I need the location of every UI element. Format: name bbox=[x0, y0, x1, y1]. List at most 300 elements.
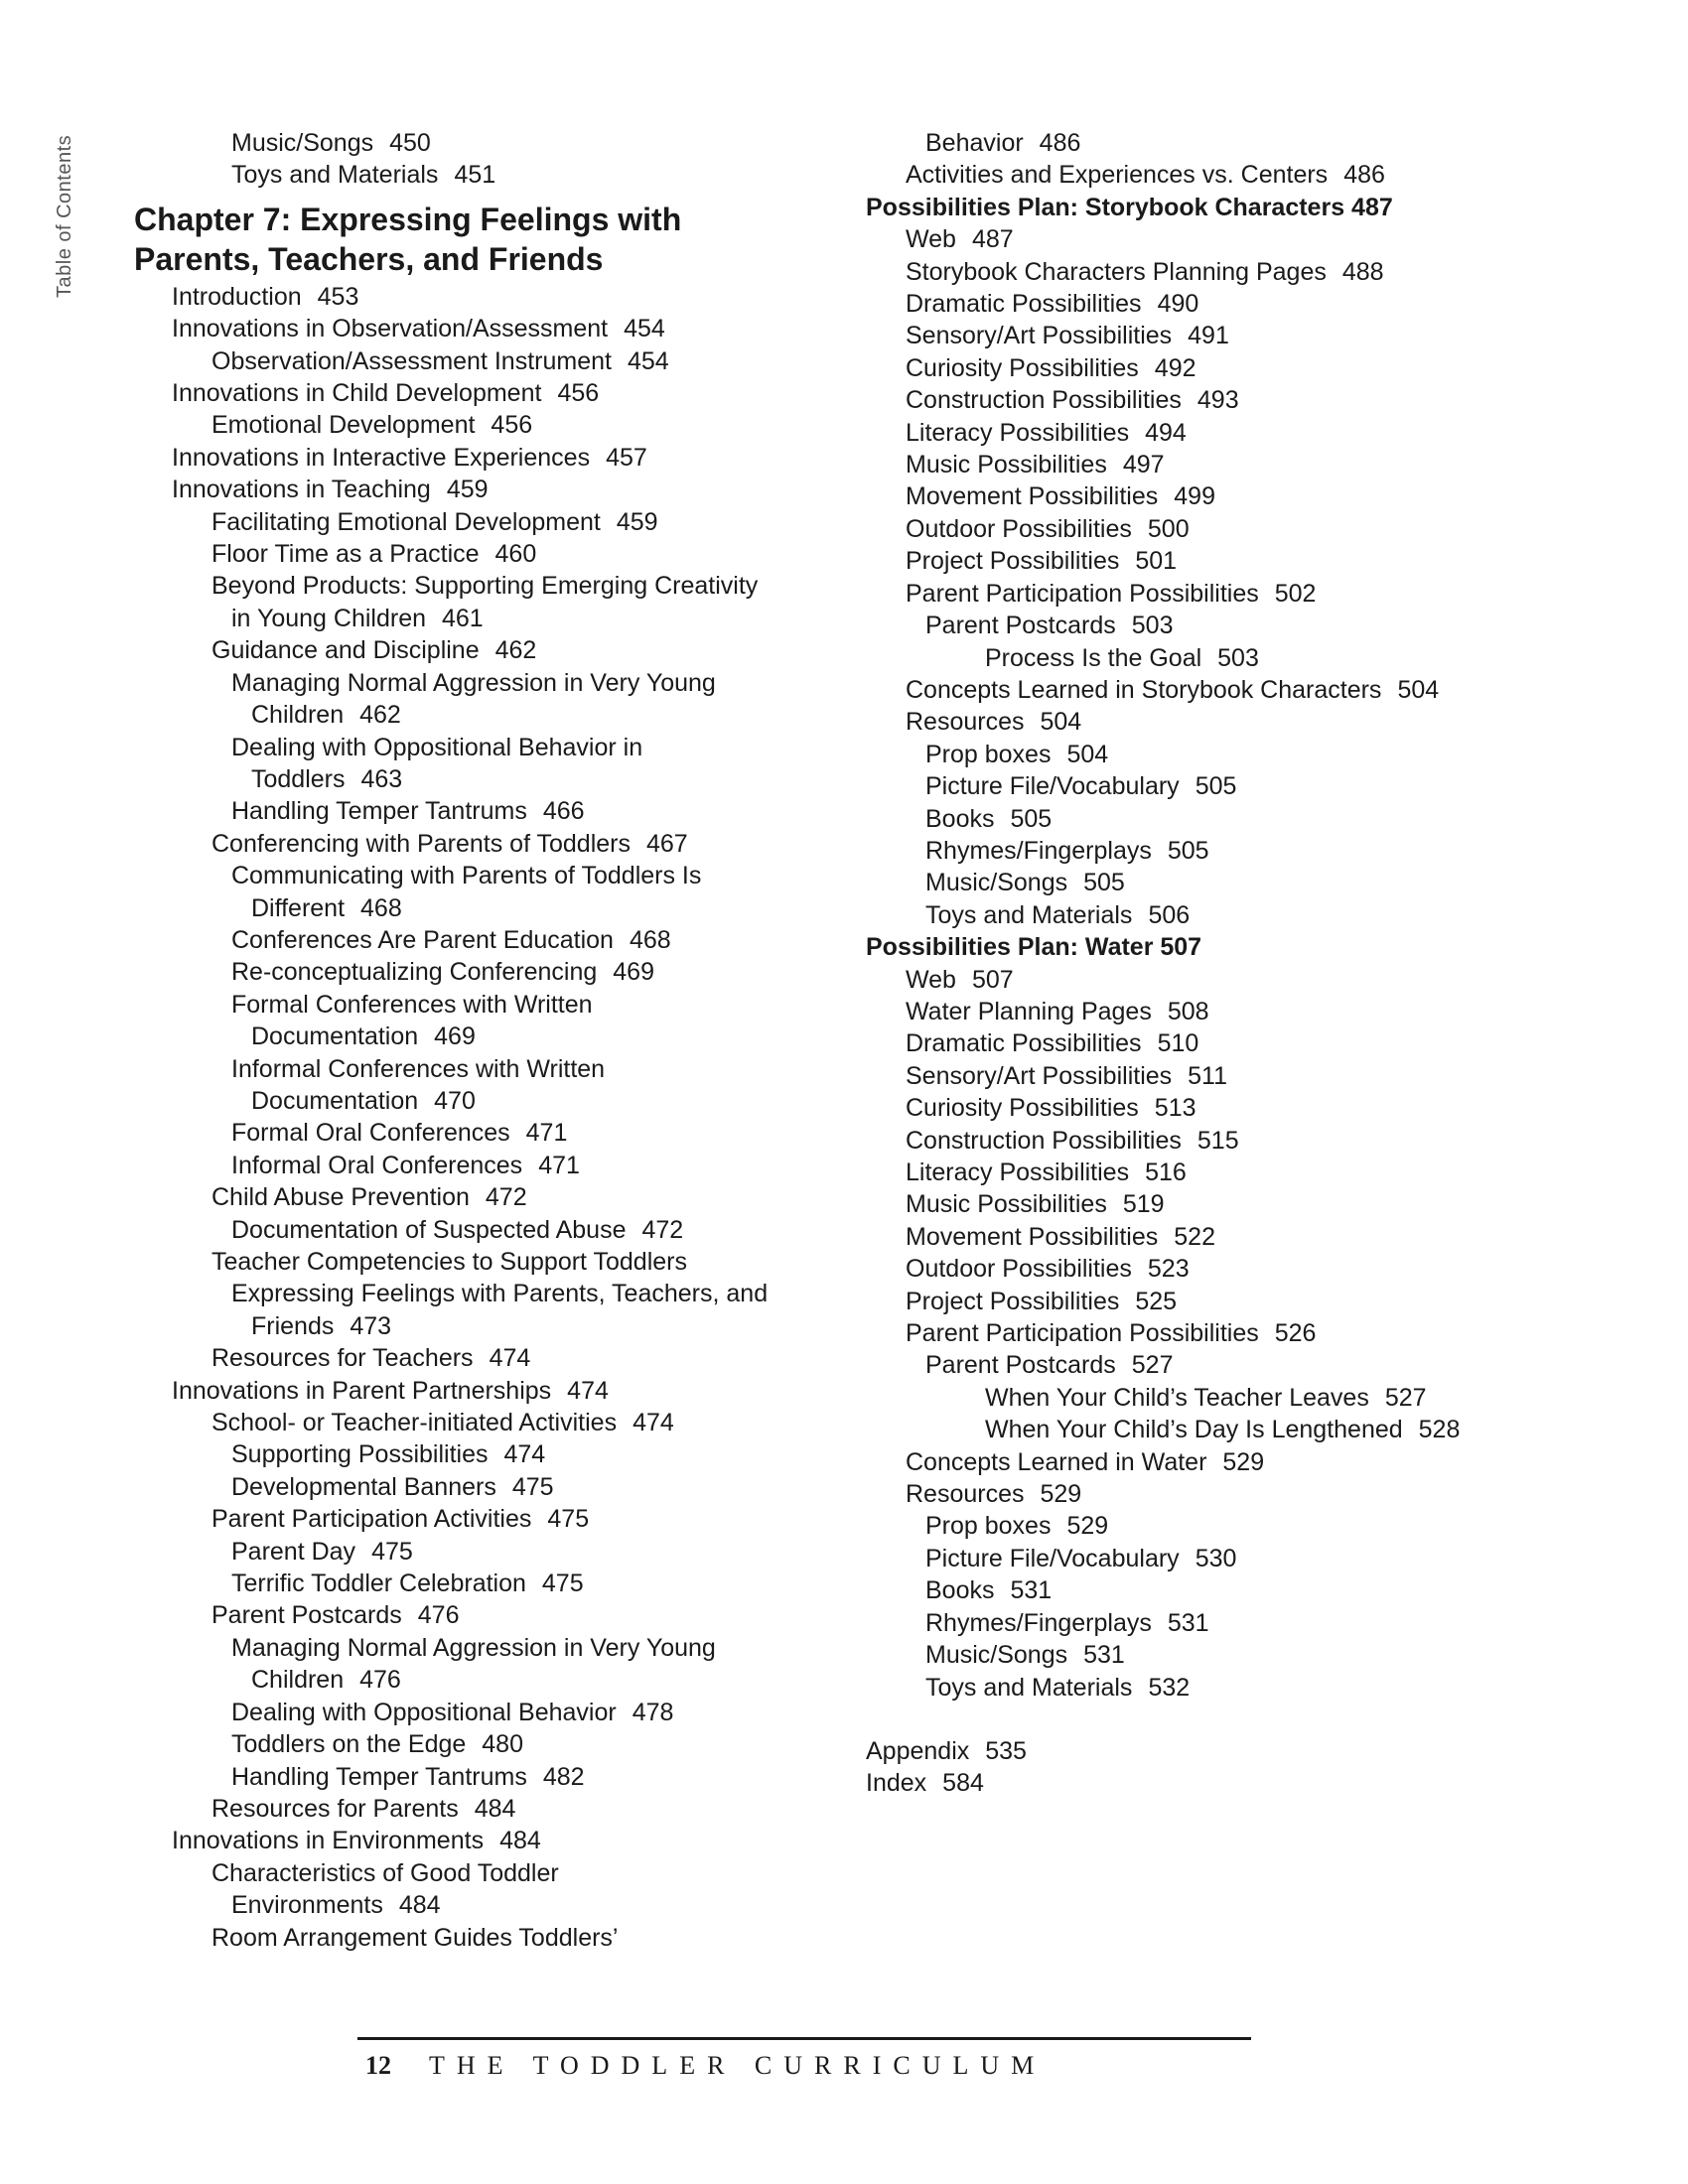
toc-entry-page: 462 bbox=[359, 701, 401, 730]
toc-entry-title: Picture File/Vocabulary bbox=[925, 772, 1180, 801]
page-number: 12 bbox=[365, 2051, 391, 2080]
toc-entry-title: Room Arrangement Guides Toddlers’ bbox=[211, 1923, 619, 1952]
toc-entry bbox=[866, 1446, 1501, 1478]
toc-entry-title: Dealing with Oppositional Behavior bbox=[231, 1698, 617, 1726]
toc-entry-page: 527 bbox=[1384, 1383, 1427, 1412]
toc-entry bbox=[866, 996, 1501, 1027]
toc-entry-page: 535 bbox=[985, 1736, 1027, 1765]
toc-entry-page: 523 bbox=[1147, 1255, 1190, 1284]
toc-entry bbox=[866, 1027, 1501, 1059]
toc-entry-title: Facilitating Emotional Development bbox=[211, 507, 601, 536]
toc-entry-title: Floor Time as a Practice bbox=[211, 540, 480, 569]
toc-entry-page: 474 bbox=[503, 1440, 546, 1469]
toc-entry bbox=[134, 159, 809, 191]
toc-entry-title: Expressing Feelings with Parents, Teachers, and bbox=[231, 1280, 769, 1308]
toc-entry-title: Handling Temper Tantrums bbox=[231, 797, 527, 826]
toc-entry-page: 503 bbox=[1131, 612, 1174, 640]
toc-entry bbox=[866, 256, 1501, 288]
toc-entry-title: Music Possibilities bbox=[906, 451, 1107, 479]
toc-entry-page: 507 bbox=[971, 965, 1014, 994]
toc-entry-title: Beyond Products: Supporting Emerging Creativity bbox=[211, 572, 759, 601]
toc-entry-page: 478 bbox=[632, 1698, 674, 1726]
toc-entry bbox=[134, 1117, 809, 1149]
toc-entry bbox=[134, 1793, 809, 1825]
toc-entry-page: 531 bbox=[1010, 1576, 1053, 1605]
toc-entry bbox=[134, 1150, 809, 1181]
toc-entry-title: Resources bbox=[906, 708, 1025, 737]
toc-entry-page: 454 bbox=[624, 315, 665, 343]
toc-entry-title: Toys and Materials bbox=[925, 900, 1133, 929]
toc-entry bbox=[134, 732, 809, 763]
toc-entry bbox=[134, 795, 809, 827]
toc-entry-page: 459 bbox=[616, 507, 658, 536]
toc-entry-title: Parent Participation Activities bbox=[211, 1505, 532, 1534]
toc-entry-title: Formal Oral Conferences bbox=[231, 1119, 510, 1148]
toc-entry-page: 453 bbox=[317, 282, 359, 311]
toc-entry bbox=[134, 989, 809, 1021]
toc-entry-page: 504 bbox=[1397, 675, 1440, 704]
toc-entry-page: 474 bbox=[567, 1376, 609, 1405]
toc-entry bbox=[134, 377, 809, 409]
toc-entry-page: 468 bbox=[629, 925, 671, 954]
toc-entry-page: 503 bbox=[1217, 643, 1259, 672]
toc-entry-title: Informal Conferences with Written bbox=[231, 1054, 606, 1083]
toc-entry bbox=[134, 828, 809, 860]
toc-entry bbox=[866, 127, 1501, 159]
toc-entry bbox=[134, 1697, 809, 1728]
toc-entry bbox=[866, 1382, 1501, 1414]
toc-entry-title: Innovations in Parent Partnerships bbox=[172, 1376, 552, 1405]
toc-entry-page: 472 bbox=[485, 1183, 527, 1212]
toc-entry bbox=[866, 513, 1501, 545]
toc-entry-title: Prop boxes bbox=[925, 1512, 1052, 1541]
toc-entry-title: Literacy Possibilities bbox=[906, 418, 1130, 447]
toc-entry bbox=[866, 545, 1501, 577]
toc-entry-page: 473 bbox=[350, 1311, 392, 1340]
toc-entry bbox=[134, 763, 809, 795]
toc-entry-page: 504 bbox=[1040, 708, 1082, 737]
toc-entry bbox=[134, 1342, 809, 1374]
toc-entry-title: Toddlers on the Edge bbox=[231, 1730, 467, 1759]
toc-entry-page: 529 bbox=[1222, 1447, 1265, 1476]
toc-entry-page: 471 bbox=[525, 1119, 568, 1148]
toc-entry-page: 505 bbox=[1195, 772, 1237, 801]
toc-entry bbox=[866, 1478, 1501, 1510]
toc-entry-title: Parent Postcards bbox=[925, 612, 1116, 640]
toc-entry-title: Behavior bbox=[925, 129, 1024, 157]
toc-entry-page: 474 bbox=[489, 1344, 531, 1373]
toc-entry bbox=[134, 1761, 809, 1793]
toc-entry bbox=[866, 610, 1501, 641]
toc-entry-title: Documentation bbox=[251, 1023, 419, 1051]
toc-entry-page: 526 bbox=[1274, 1319, 1317, 1348]
toc-entry bbox=[866, 578, 1501, 610]
toc-entry-title: Documentation of Suspected Abuse bbox=[231, 1215, 627, 1244]
toc-entry bbox=[866, 1253, 1501, 1285]
toc-entry-title: Music Possibilities bbox=[906, 1190, 1107, 1219]
toc-entry bbox=[134, 1536, 809, 1568]
toc-entry-page: 484 bbox=[499, 1827, 541, 1855]
toc-entry-page: 529 bbox=[1066, 1512, 1109, 1541]
side-label: Table of Contents bbox=[54, 134, 75, 298]
toc-entry-page: 531 bbox=[1167, 1608, 1209, 1637]
toc-entry-title: Documentation bbox=[251, 1086, 419, 1115]
toc-entry bbox=[866, 1543, 1501, 1574]
toc-entry-title: Web bbox=[906, 225, 956, 254]
toc-entry bbox=[866, 384, 1501, 416]
toc-entry-page: 466 bbox=[542, 797, 585, 826]
toc-entry-title: Toys and Materials bbox=[925, 1673, 1133, 1702]
toc-entry bbox=[134, 1407, 809, 1438]
toc-entry-title: Activities and Experiences vs. Centers bbox=[906, 161, 1329, 190]
toc-entry-title: Innovations in Child Development bbox=[172, 379, 542, 408]
toc-entry-page: 492 bbox=[1154, 353, 1196, 382]
toc-entry-title: Parent Postcards bbox=[211, 1601, 402, 1630]
toc-entry-page: 505 bbox=[1010, 804, 1053, 833]
toc-entry-title: Curiosity Possibilities bbox=[906, 1094, 1139, 1123]
toc-entry bbox=[866, 1574, 1501, 1606]
toc-entry bbox=[866, 1317, 1501, 1349]
toc-entry-page: 471 bbox=[538, 1151, 580, 1179]
toc-entry-title: Developmental Banners bbox=[231, 1472, 496, 1501]
toc-entry-title: Construction Possibilities bbox=[906, 386, 1182, 415]
toc-entry-page: 506 bbox=[1148, 900, 1191, 929]
toc-entry bbox=[134, 1632, 809, 1664]
toc-entry-title: Project Possibilities bbox=[906, 547, 1120, 576]
toc-entry bbox=[866, 770, 1501, 802]
toc-entry bbox=[866, 223, 1501, 255]
toc-entry-page: 511 bbox=[1188, 1061, 1228, 1090]
toc-entry-title: Storybook Characters Planning Pages bbox=[906, 257, 1327, 286]
toc-entry-title: When Your Child’s Teacher Leaves bbox=[985, 1383, 1369, 1412]
toc-entry-page: 484 bbox=[398, 1891, 441, 1920]
toc-entry-title: Outdoor Possibilities bbox=[906, 514, 1132, 543]
toc-entry-page: 468 bbox=[360, 893, 402, 922]
toc-entry-title: Appendix bbox=[866, 1736, 970, 1765]
toc-entry bbox=[134, 1503, 809, 1535]
toc-entry-page: 451 bbox=[454, 161, 496, 190]
toc-entry bbox=[134, 1599, 809, 1631]
toc-entry-page: 486 bbox=[1039, 129, 1081, 157]
toc-entry-title: Rhymes/Fingerplays bbox=[925, 836, 1152, 865]
toc-entry-page: 522 bbox=[1174, 1222, 1215, 1251]
toc-entry-title: Resources for Teachers bbox=[211, 1344, 474, 1373]
toc-entry-page: 460 bbox=[494, 540, 537, 569]
toc-entry bbox=[866, 1672, 1501, 1704]
toc-entry bbox=[134, 127, 809, 159]
toc-entry-title: Conferences Are Parent Education bbox=[231, 925, 614, 954]
toc-entry-page: 527 bbox=[1131, 1351, 1174, 1380]
toc-entry-title: Managing Normal Aggression in Very Young bbox=[231, 1633, 716, 1662]
toc-entry-page: 475 bbox=[371, 1537, 413, 1566]
toc-entry bbox=[134, 1181, 809, 1213]
toc-entry bbox=[866, 1349, 1501, 1381]
toc-entry-title: Guidance and Discipline bbox=[211, 636, 480, 665]
toc-entry bbox=[866, 674, 1501, 706]
toc-entry-title: Music/Songs bbox=[925, 869, 1068, 897]
toc-entry-page: 500 bbox=[1147, 514, 1190, 543]
toc-entry-title: Music/Songs bbox=[231, 129, 374, 157]
toc-entry-page: 504 bbox=[1066, 740, 1109, 768]
toc-entry bbox=[134, 1085, 809, 1117]
toc-entry-title: Parent Postcards bbox=[925, 1351, 1116, 1380]
toc-entry-title: Rhymes/Fingerplays bbox=[925, 1608, 1152, 1637]
toc-entry-page: 459 bbox=[446, 476, 489, 504]
footer-rule bbox=[357, 2037, 1251, 2040]
toc-right-column bbox=[866, 127, 1501, 1800]
toc-entry-title: Construction Possibilities bbox=[906, 1126, 1182, 1155]
toc-entry-page: 469 bbox=[434, 1023, 476, 1051]
toc-entry-title: Innovations in Environments bbox=[172, 1827, 485, 1855]
toc-entry-page: 480 bbox=[482, 1730, 523, 1759]
toc-entry-page: 494 bbox=[1145, 418, 1187, 447]
toc-entry-title: Concepts Learned in Water bbox=[906, 1447, 1207, 1476]
toc-entry bbox=[866, 706, 1501, 738]
toc-entry bbox=[134, 860, 809, 891]
toc-entry-page: 487 bbox=[971, 225, 1014, 254]
toc-entry-title: Books bbox=[925, 804, 995, 833]
toc-entry bbox=[866, 1092, 1501, 1124]
toc-entry-title: Toys and Materials bbox=[231, 161, 439, 190]
toc-entry bbox=[134, 1278, 809, 1309]
toc-entry bbox=[866, 159, 1501, 191]
toc-entry-page: 499 bbox=[1174, 482, 1215, 511]
toc-entry-page: 469 bbox=[613, 958, 654, 987]
toc-entry-title: Dramatic Possibilities bbox=[906, 290, 1142, 319]
toc-entry bbox=[134, 1664, 809, 1696]
toc-entry-title: Conferencing with Parents of Toddlers bbox=[211, 829, 631, 858]
plan-heading: Possibilities Plan: Water 507 bbox=[866, 933, 1202, 962]
toc-entry-page: 513 bbox=[1154, 1094, 1196, 1123]
toc-entry bbox=[134, 1889, 809, 1921]
toc-entry bbox=[134, 570, 809, 602]
toc-entry-title: Children bbox=[251, 1666, 345, 1695]
toc-entry-title: Emotional Development bbox=[211, 411, 476, 440]
toc-entry-title: Formal Conferences with Written bbox=[231, 990, 593, 1019]
toc-entry-title: Re-conceptualizing Conferencing bbox=[231, 958, 598, 987]
toc-entry-page: 474 bbox=[633, 1409, 674, 1437]
toc-entry bbox=[134, 603, 809, 634]
toc-entry-page: 508 bbox=[1167, 997, 1209, 1025]
page-footer bbox=[365, 2051, 1046, 2081]
toc-entry bbox=[134, 1471, 809, 1503]
toc-entry bbox=[134, 1728, 809, 1760]
toc-entry-title: Books bbox=[925, 1576, 995, 1605]
toc-entry bbox=[134, 667, 809, 699]
toc-entry-page: 488 bbox=[1341, 257, 1384, 286]
toc-entry-title: Innovations in Teaching bbox=[172, 476, 431, 504]
toc-entry-page: 505 bbox=[1167, 836, 1209, 865]
toc-entry bbox=[866, 867, 1501, 898]
toc-entry bbox=[134, 1568, 809, 1599]
toc-entry bbox=[866, 1735, 1501, 1767]
toc-entry-title: Movement Possibilities bbox=[906, 1222, 1159, 1251]
toc-entry bbox=[866, 1125, 1501, 1157]
toc-entry-title: Different bbox=[251, 893, 346, 922]
toc-entry bbox=[866, 739, 1501, 770]
toc-entry bbox=[134, 1438, 809, 1470]
toc-entry-page: 584 bbox=[942, 1769, 984, 1798]
toc-entry-page: 476 bbox=[417, 1601, 460, 1630]
toc-entry bbox=[866, 1767, 1501, 1799]
toc-entry-title: Concepts Learned in Storybook Characters bbox=[906, 675, 1382, 704]
toc-entry-title: Project Possibilities bbox=[906, 1287, 1120, 1315]
toc-entry-page: 525 bbox=[1135, 1287, 1178, 1315]
toc-entry-page: 528 bbox=[1418, 1416, 1461, 1444]
toc-entry-title: Music/Songs bbox=[925, 1641, 1068, 1670]
toc-entry bbox=[866, 835, 1501, 867]
toc-entry-title: Outdoor Possibilities bbox=[906, 1255, 1132, 1284]
toc-entry-page: 454 bbox=[627, 346, 669, 375]
toc-entry-page: 486 bbox=[1343, 161, 1385, 190]
toc-entry-page: 482 bbox=[542, 1762, 585, 1791]
toc-entry-title: Innovations in Observation/Assessment bbox=[172, 315, 609, 343]
toc-entry bbox=[866, 964, 1501, 996]
toc-entry-page: 501 bbox=[1135, 547, 1178, 576]
chapter-heading: Chapter 7: Expressing Feelings with Parents, Teachers, and Friends bbox=[134, 201, 682, 277]
toc-entry bbox=[134, 699, 809, 731]
toc-entry-title: Introduction bbox=[172, 282, 302, 311]
toc-entry-title: Movement Possibilities bbox=[906, 482, 1159, 511]
toc-entry bbox=[134, 1857, 809, 1889]
toc-entry-page: 484 bbox=[474, 1794, 516, 1823]
toc-entry bbox=[134, 313, 809, 344]
toc-entry bbox=[134, 924, 809, 956]
toc-entry-page: 529 bbox=[1040, 1480, 1082, 1509]
toc-entry-title: in Young Children bbox=[231, 604, 426, 632]
toc-entry bbox=[866, 1286, 1501, 1317]
toc-entry-title: Handling Temper Tantrums bbox=[231, 1762, 527, 1791]
toc-entry bbox=[134, 634, 809, 666]
toc-entry-page: 475 bbox=[547, 1505, 590, 1534]
toc-entry-title: Index bbox=[866, 1769, 927, 1798]
toc-entry-title: Children bbox=[251, 701, 345, 730]
toc-entry-title: Process Is the Goal bbox=[985, 643, 1202, 672]
toc-entry bbox=[134, 956, 809, 988]
toc-entry bbox=[134, 1922, 809, 1954]
toc-entry-page: 463 bbox=[360, 764, 403, 793]
toc-entry-title: School- or Teacher-initiated Activities bbox=[211, 1409, 618, 1437]
toc-entry-page: 490 bbox=[1157, 290, 1199, 319]
toc-entry bbox=[134, 474, 809, 505]
toc-left-column bbox=[134, 127, 809, 1954]
toc-entry bbox=[866, 899, 1501, 931]
toc-entry bbox=[866, 1188, 1501, 1220]
toc-entry-page: 476 bbox=[359, 1666, 401, 1695]
toc-entry bbox=[134, 506, 809, 538]
toc-entry-page: 475 bbox=[511, 1472, 554, 1501]
toc-entry bbox=[866, 352, 1501, 384]
toc-entry-title: Parent Participation Possibilities bbox=[906, 1319, 1259, 1348]
toc-entry-page: 491 bbox=[1188, 322, 1229, 350]
plan-heading: Possibilities Plan: Storybook Characters 487 bbox=[866, 193, 1393, 221]
toc-entry-title: Curiosity Possibilities bbox=[906, 353, 1139, 382]
toc-entry-title: Web bbox=[906, 965, 956, 994]
toc-entry-page: 497 bbox=[1122, 451, 1165, 479]
toc-entry-title: Innovations in Interactive Experiences bbox=[172, 443, 591, 472]
book-title: THE TODDLER CURRICULUM bbox=[429, 2051, 1047, 2080]
toc-entry-title: Informal Oral Conferences bbox=[231, 1151, 523, 1179]
toc-entry bbox=[134, 1053, 809, 1085]
toc-entry-title: Sensory/Art Possibilities bbox=[906, 322, 1173, 350]
toc-entry bbox=[134, 1375, 809, 1407]
toc-entry-page: 450 bbox=[389, 129, 431, 157]
toc-entry-title: Friends bbox=[251, 1311, 335, 1340]
toc-entry bbox=[866, 1157, 1501, 1188]
toc-entry-title: Supporting Possibilities bbox=[231, 1440, 489, 1469]
toc-entry-title: Water Planning Pages bbox=[906, 997, 1152, 1025]
toc-entry-title: Communicating with Parents of Toddlers Is bbox=[231, 862, 702, 890]
toc-entry-title: Picture File/Vocabulary bbox=[925, 1544, 1180, 1572]
toc-entry-page: 502 bbox=[1274, 579, 1317, 608]
spacer bbox=[866, 1704, 1501, 1735]
toc-entry-title: Parent Participation Possibilities bbox=[906, 579, 1259, 608]
toc-entry-page: 457 bbox=[606, 443, 647, 472]
toc-entry bbox=[866, 320, 1501, 351]
toc-entry-title: Parent Day bbox=[231, 1537, 356, 1566]
toc-entry-title: Resources for Parents bbox=[211, 1794, 459, 1823]
toc-entry bbox=[866, 1607, 1501, 1639]
toc-entry-page: 472 bbox=[641, 1215, 684, 1244]
toc-entry-title: Teacher Competencies to Support Toddlers bbox=[211, 1248, 687, 1276]
toc-entry bbox=[866, 288, 1501, 320]
toc-entry bbox=[134, 409, 809, 441]
toc-entry bbox=[866, 1414, 1501, 1445]
toc-entry-page: 475 bbox=[541, 1570, 584, 1598]
toc-entry bbox=[866, 1510, 1501, 1542]
toc-entry-page: 461 bbox=[442, 604, 484, 632]
toc-entry bbox=[866, 642, 1501, 674]
toc-entry bbox=[866, 449, 1501, 480]
toc-entry-title: Dealing with Oppositional Behavior in bbox=[231, 733, 643, 761]
toc-entry-page: 516 bbox=[1145, 1159, 1187, 1186]
toc-entry bbox=[134, 1021, 809, 1052]
toc-entry bbox=[866, 480, 1501, 512]
toc-entry-title: Managing Normal Aggression in Very Young bbox=[231, 668, 716, 697]
toc-entry-title: Child Abuse Prevention bbox=[211, 1183, 470, 1212]
toc-entry-title: Literacy Possibilities bbox=[906, 1159, 1130, 1186]
toc-entry bbox=[866, 417, 1501, 449]
toc-entry bbox=[134, 892, 809, 924]
toc-entry-title: Dramatic Possibilities bbox=[906, 1029, 1142, 1058]
toc-entry bbox=[134, 1825, 809, 1856]
toc-entry-page: 456 bbox=[557, 379, 600, 408]
toc-entry bbox=[134, 345, 809, 377]
toc-entry-page: 505 bbox=[1083, 869, 1125, 897]
toc-entry-title: Observation/Assessment Instrument bbox=[211, 346, 612, 375]
toc-entry-page: 519 bbox=[1122, 1190, 1165, 1219]
toc-entry bbox=[134, 1214, 809, 1246]
toc-entry-title: Toddlers bbox=[251, 764, 346, 793]
toc-entry-title: Prop boxes bbox=[925, 740, 1052, 768]
toc-entry-page: 515 bbox=[1196, 1126, 1239, 1155]
toc-entry bbox=[866, 1060, 1501, 1092]
toc-entry-page: 456 bbox=[491, 411, 533, 440]
toc-entry bbox=[866, 803, 1501, 835]
toc-entry-page: 530 bbox=[1195, 1544, 1237, 1572]
toc-entry bbox=[134, 281, 809, 313]
toc-entry-page: 510 bbox=[1157, 1029, 1199, 1058]
toc-entry bbox=[134, 442, 809, 474]
toc-entry bbox=[134, 1310, 809, 1342]
toc-entry-page: 532 bbox=[1148, 1673, 1191, 1702]
toc-entry bbox=[866, 1639, 1501, 1671]
toc-entry-title: Terrific Toddler Celebration bbox=[231, 1570, 526, 1598]
toc-entry-page: 462 bbox=[494, 636, 537, 665]
toc-entry-page: 470 bbox=[434, 1086, 476, 1115]
toc-entry-page: 467 bbox=[646, 829, 688, 858]
toc-entry-page: 493 bbox=[1196, 386, 1239, 415]
